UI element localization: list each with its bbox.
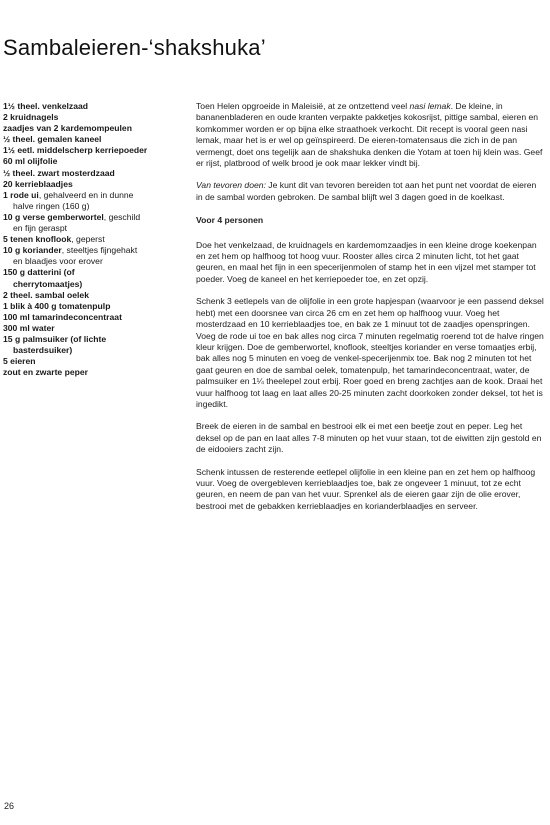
ingredient-name: zout en zwarte peper: [3, 367, 88, 378]
ingredient-name: 100 ml tamarindeconcentraat: [3, 311, 122, 322]
ingredient-name: 300 ml water: [3, 322, 55, 333]
ingredient-item: [3, 245, 175, 267]
ingredient-name: 1½ theel. venkelzaad: [3, 101, 89, 111]
method-column: [196, 101, 544, 523]
ingredient-name: 1½ eetl. middelscherp kerriepoeder: [3, 145, 148, 156]
ingredient-continuation: basterdsuiker): [13, 345, 73, 356]
ingredient-item: [3, 290, 175, 301]
ingredient-item: [3, 312, 175, 323]
ingredient-note: , geschild: [103, 211, 141, 222]
ingredient-name: 150 g datterini (of: [3, 267, 75, 278]
step-2: Schenk 3 eetlepels van de olijfolie in een grote hapjespan (waarvoor je een passend deksel hebt) met een doorsnee van circa 26 cm en zet hem op halfhoog vuur. Voeg het mosterdzaad en 10 kerrieblaadjes toe, en bak ze 1 minuut tot de zaadjes openspringen. Voeg de rode ui toe en bak alles nog circa 7 minuten regelmatig roerend tot de halve ringen kleur krijgen. Doe de gemberwortel, knoflook, steeltjes koriander en verse tomaatjes erbij, bak alles nog 5 minuten en voeg de venkel-specerijenmix toe. Bak nog 2 minuten tot het gaat geuren en doe de sambal oelek, tomatenpulp, het tamarindeconcentraat, water, de palmsuiker en 1¼ theelepel zout erbij. Roer goed en breng zachtjes aan de kook. Draai het vuur halfhoog tot laag en laat alles 20-25 minuten zacht doorkoken zonder deksel, tot het is ingedikt.: [196, 296, 544, 409]
ingredient-note: , geperst: [71, 234, 105, 245]
ingredient-name: zaadjes van 2 kardemompeulen: [3, 123, 132, 134]
step-3: Breek de eieren in de sambal en bestrooi elk ei met een beetje zout en peper. Leg het deksel op de pan en laat alles 7-8 minuten op het vuur staan, tot de eiwitten zijn gestold en de eidooiers zacht zijn.: [196, 421, 542, 455]
ingredient-name: 1 rode ui: [3, 189, 39, 200]
ingredient-name: 5 tenen knoflook: [3, 234, 72, 245]
ingredient-item: [3, 156, 175, 167]
ingredient-item: [3, 356, 175, 367]
ingredient-continuation: en fijn geraspt: [13, 223, 67, 234]
ingredient-item: [3, 190, 175, 212]
ingredient-item: [3, 168, 175, 179]
ingredient-name: 20 kerrieblaadjes: [3, 178, 73, 189]
ingredient-name: 10 g koriander: [3, 245, 62, 256]
intro-paragraph: Toen Helen opgroeide in Maleisië, at ze ontzettend veel nasi lemak. De kleine, in bananenbladeren en oude kranten verpakte pakketjes kokosrijst, pittige sambal, eieren en komkommer worden er op bijna elke straathoek verkocht. Dit recept is vooral geen nasi lemak, maar het is er wel op geïnspireerd. De eieren-tomatensaus die zich in de pan vermengt, doet ons tegelijk aan de shakshuka denken die Yotam at toen hij klein was. Geef er rijst, platbrood of welk brood je ook maar lekker vindt bij.: [196, 101, 543, 169]
ingredient-item: [3, 334, 175, 356]
ingredient-name: 1 blik à 400 g tomatenpulp: [3, 300, 111, 311]
ingredient-name: 60 ml olijfolie: [3, 156, 58, 167]
servings: Voor 4 personen: [196, 215, 264, 226]
ingredient-continuation: cherrytomaatjes): [13, 278, 83, 289]
ingredient-name: ½ theel. gemalen kaneel: [3, 134, 102, 145]
ingredient-item: [3, 323, 175, 334]
ingredient-item: [3, 123, 175, 134]
ingredient-item: [3, 234, 175, 245]
ingredient-name: 10 g verse gemberwortel: [3, 211, 104, 222]
ingredient-continuation: en blaadjes voor erover: [13, 256, 103, 267]
ingredient-name: ½ theel. zwart mosterdzaad: [3, 167, 115, 178]
ingredient-item: [3, 367, 175, 378]
ingredient-name: 2 theel. sambal oelek: [3, 289, 89, 300]
make-ahead-note: Van tevoren doen: Je kunt dit van tevoren bereiden tot aan het punt net voordat de eieren in de sambal worden gebroken. De sambal blijft wel 3 dagen goed in de koelkast.: [196, 180, 537, 202]
ingredient-item: [3, 267, 175, 289]
ingredient-note: , steeltjes fijngehakt: [61, 245, 138, 256]
ingredients-list: [3, 101, 175, 378]
ingredient-note: , gehalveerd en in dunne: [38, 189, 134, 200]
page-number: 26: [4, 801, 15, 811]
ingredient-item: [3, 112, 175, 123]
ingredient-name: 15 g palmsuiker (of lichte: [3, 333, 107, 344]
ingredient-item: [3, 134, 175, 145]
ingredient-continuation: halve ringen (160 g): [13, 200, 90, 211]
ingredient-item: [3, 212, 175, 234]
step-4: Schenk intussen de resterende eetlepel olijfolie in een kleine pan en zet hem op halfhoog vuur. Voeg de overgebleven kerrieblaadjes toe, bak ze ongeveer 1 minuut, tot ze echt geuren, en neem de pan van het vuur. Sprenkel als de eieren gaar zijn de olie erover, bestrooi met de gebakken kerrieblaadjes en korianderblaadjes en serveer.: [196, 466, 536, 511]
ingredient-item: [3, 101, 175, 112]
ingredient-name: 5 eieren: [3, 356, 36, 367]
ingredient-item: [3, 179, 175, 190]
ingredient-name: 2 kruidnagels: [3, 112, 59, 123]
ingredient-item: [3, 301, 175, 312]
step-1: Doe het venkelzaad, de kruidnagels en kardemomzaadjes in een kleine droge koekenpan en zet hem op halfhoog tot hoog vuur. Rooster alles circa 2 minuten licht, tot het gaat geuren, en maal het fijn in een specerijenmolen of stamp het in een vijzel met stamper tot poeder. Voeg de kaneel en het kerriepoeder toe, en zet opzij.: [196, 239, 537, 284]
page-title: Sambaleieren-‘shakshuka’: [3, 34, 266, 60]
ingredient-item: [3, 145, 175, 156]
